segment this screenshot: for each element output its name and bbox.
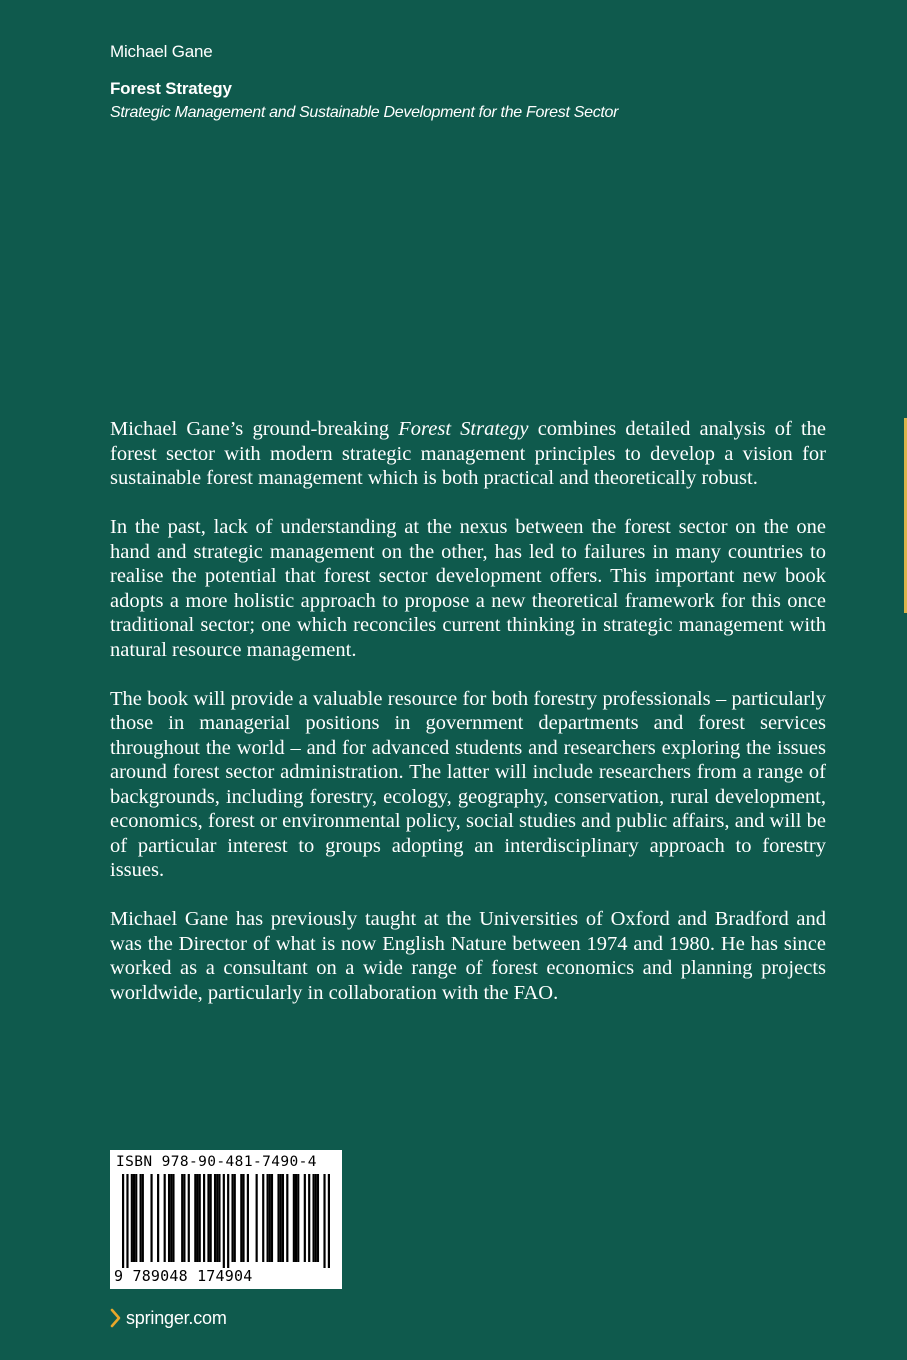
barcode-bar — [297, 1174, 299, 1262]
book-title-inline: Forest Strategy — [398, 418, 529, 440]
barcode-bar — [170, 1174, 172, 1262]
barcode-bar — [188, 1174, 190, 1262]
barcode-bar — [199, 1174, 201, 1262]
barcode-bar — [242, 1174, 244, 1262]
barcode-bar — [133, 1174, 135, 1262]
description-paragraph-2: In the past, lack of understanding at the nexus between the forest sector on the one hand and strategic management on the other, has led to failures in many countries to realise the potential that forest sector development offers. This important new book adopts a more holistic approach to propose a new theoretical framework for this once traditional sector; one which reconciles current thinking in strategic management with natural resource management. — [110, 516, 826, 661]
barcode-bar — [135, 1174, 137, 1262]
barcode-bar — [164, 1174, 166, 1262]
barcode-bar — [231, 1174, 233, 1262]
barcode-bar — [308, 1174, 310, 1262]
barcode-bar — [131, 1174, 133, 1262]
chevron-right-icon — [110, 1308, 122, 1328]
barcode-bar — [196, 1174, 198, 1262]
barcode-bar — [323, 1174, 325, 1268]
barcode-bar — [312, 1174, 314, 1262]
barcode-bar — [304, 1174, 306, 1262]
barcode-bar — [240, 1174, 242, 1262]
barcode-bar — [183, 1174, 185, 1262]
description-text: combines detailed analysis of the forest sector with modern strategic management principles to develop a vision for sustainable forest management which is both practical and theoretically robust. — [110, 418, 827, 489]
barcode-bar — [256, 1174, 258, 1262]
barcode-bar — [262, 1174, 264, 1262]
isbn-label: ISBN 978-90-481-7490-4 — [116, 1154, 317, 1170]
barcode-bar — [295, 1174, 297, 1262]
ean-digits: 9 789048 174904 — [114, 1267, 253, 1285]
barcode-bar — [203, 1174, 205, 1262]
barcode-bar — [277, 1174, 279, 1262]
description-text: Michael Gane’s ground-breaking — [110, 418, 399, 440]
barcode-bar — [126, 1174, 128, 1268]
isbn-barcode — [110, 1150, 342, 1289]
barcode-bar — [267, 1174, 269, 1262]
barcode-bar — [280, 1174, 282, 1262]
book-description — [110, 417, 826, 1030]
barcode-bar — [142, 1174, 144, 1262]
barcode-bar — [328, 1174, 330, 1268]
barcode-bar — [216, 1174, 218, 1262]
barcode-bar — [315, 1174, 317, 1262]
barcode-bar — [234, 1174, 236, 1262]
barcode-bar — [317, 1174, 319, 1262]
author-name: Michael Gane — [110, 42, 213, 61]
barcode-bars — [122, 1174, 330, 1268]
barcode-bar — [150, 1174, 152, 1262]
barcode-bar — [157, 1174, 159, 1262]
barcode-bar — [269, 1174, 271, 1262]
barcode-bar — [140, 1174, 142, 1262]
barcode-bar — [271, 1174, 273, 1262]
description-paragraph-3: The book will provide a valuable resource for both forestry professionals – particularly those in managerial positions in government departments and forest services throughout the world – and for advanced students and researchers exploring the issues around forest sector administration. The latter will include researchers from a range of backgrounds, including forestry, ecology, geography, conservation, rural development, economics, forest or environmental policy, social studies and public affairs, and will be of particular interest to groups adopting an interdisciplinary approach to forestry issues. — [110, 687, 826, 881]
barcode-bar — [218, 1174, 220, 1262]
barcode-bar — [168, 1174, 170, 1262]
barcode-bar — [293, 1174, 295, 1262]
barcode-bar — [286, 1174, 288, 1262]
barcode-bar — [210, 1174, 212, 1262]
barcode-bar — [223, 1174, 225, 1268]
barcode-bar — [207, 1174, 209, 1262]
barcode-bar — [227, 1174, 229, 1268]
barcode-bar — [194, 1174, 196, 1262]
description-paragraph-1 — [110, 417, 826, 491]
barcode-bar — [282, 1174, 284, 1262]
publisher-url[interactable]: springer.com — [126, 1307, 227, 1328]
barcode-bar — [247, 1174, 249, 1262]
book-title: Forest Strategy — [110, 79, 232, 98]
book-subtitle: Strategic Management and Sustainable Development for the Forest Sector — [110, 104, 619, 121]
publisher-link[interactable] — [110, 1306, 227, 1330]
barcode-bar — [214, 1174, 216, 1262]
barcode-bar — [122, 1174, 124, 1268]
author-bio: Michael Gane has previously taught at the Universities of Oxford and Bradford and was the Director of what is now English Nature between 1974 and 1980. He has since worked as a consultant on a wide range of forest economics and planning projects worldwide, particularly in collaboration with the FAO. — [110, 908, 826, 1004]
barcode-bar — [181, 1174, 183, 1262]
barcode-bar — [172, 1174, 174, 1262]
